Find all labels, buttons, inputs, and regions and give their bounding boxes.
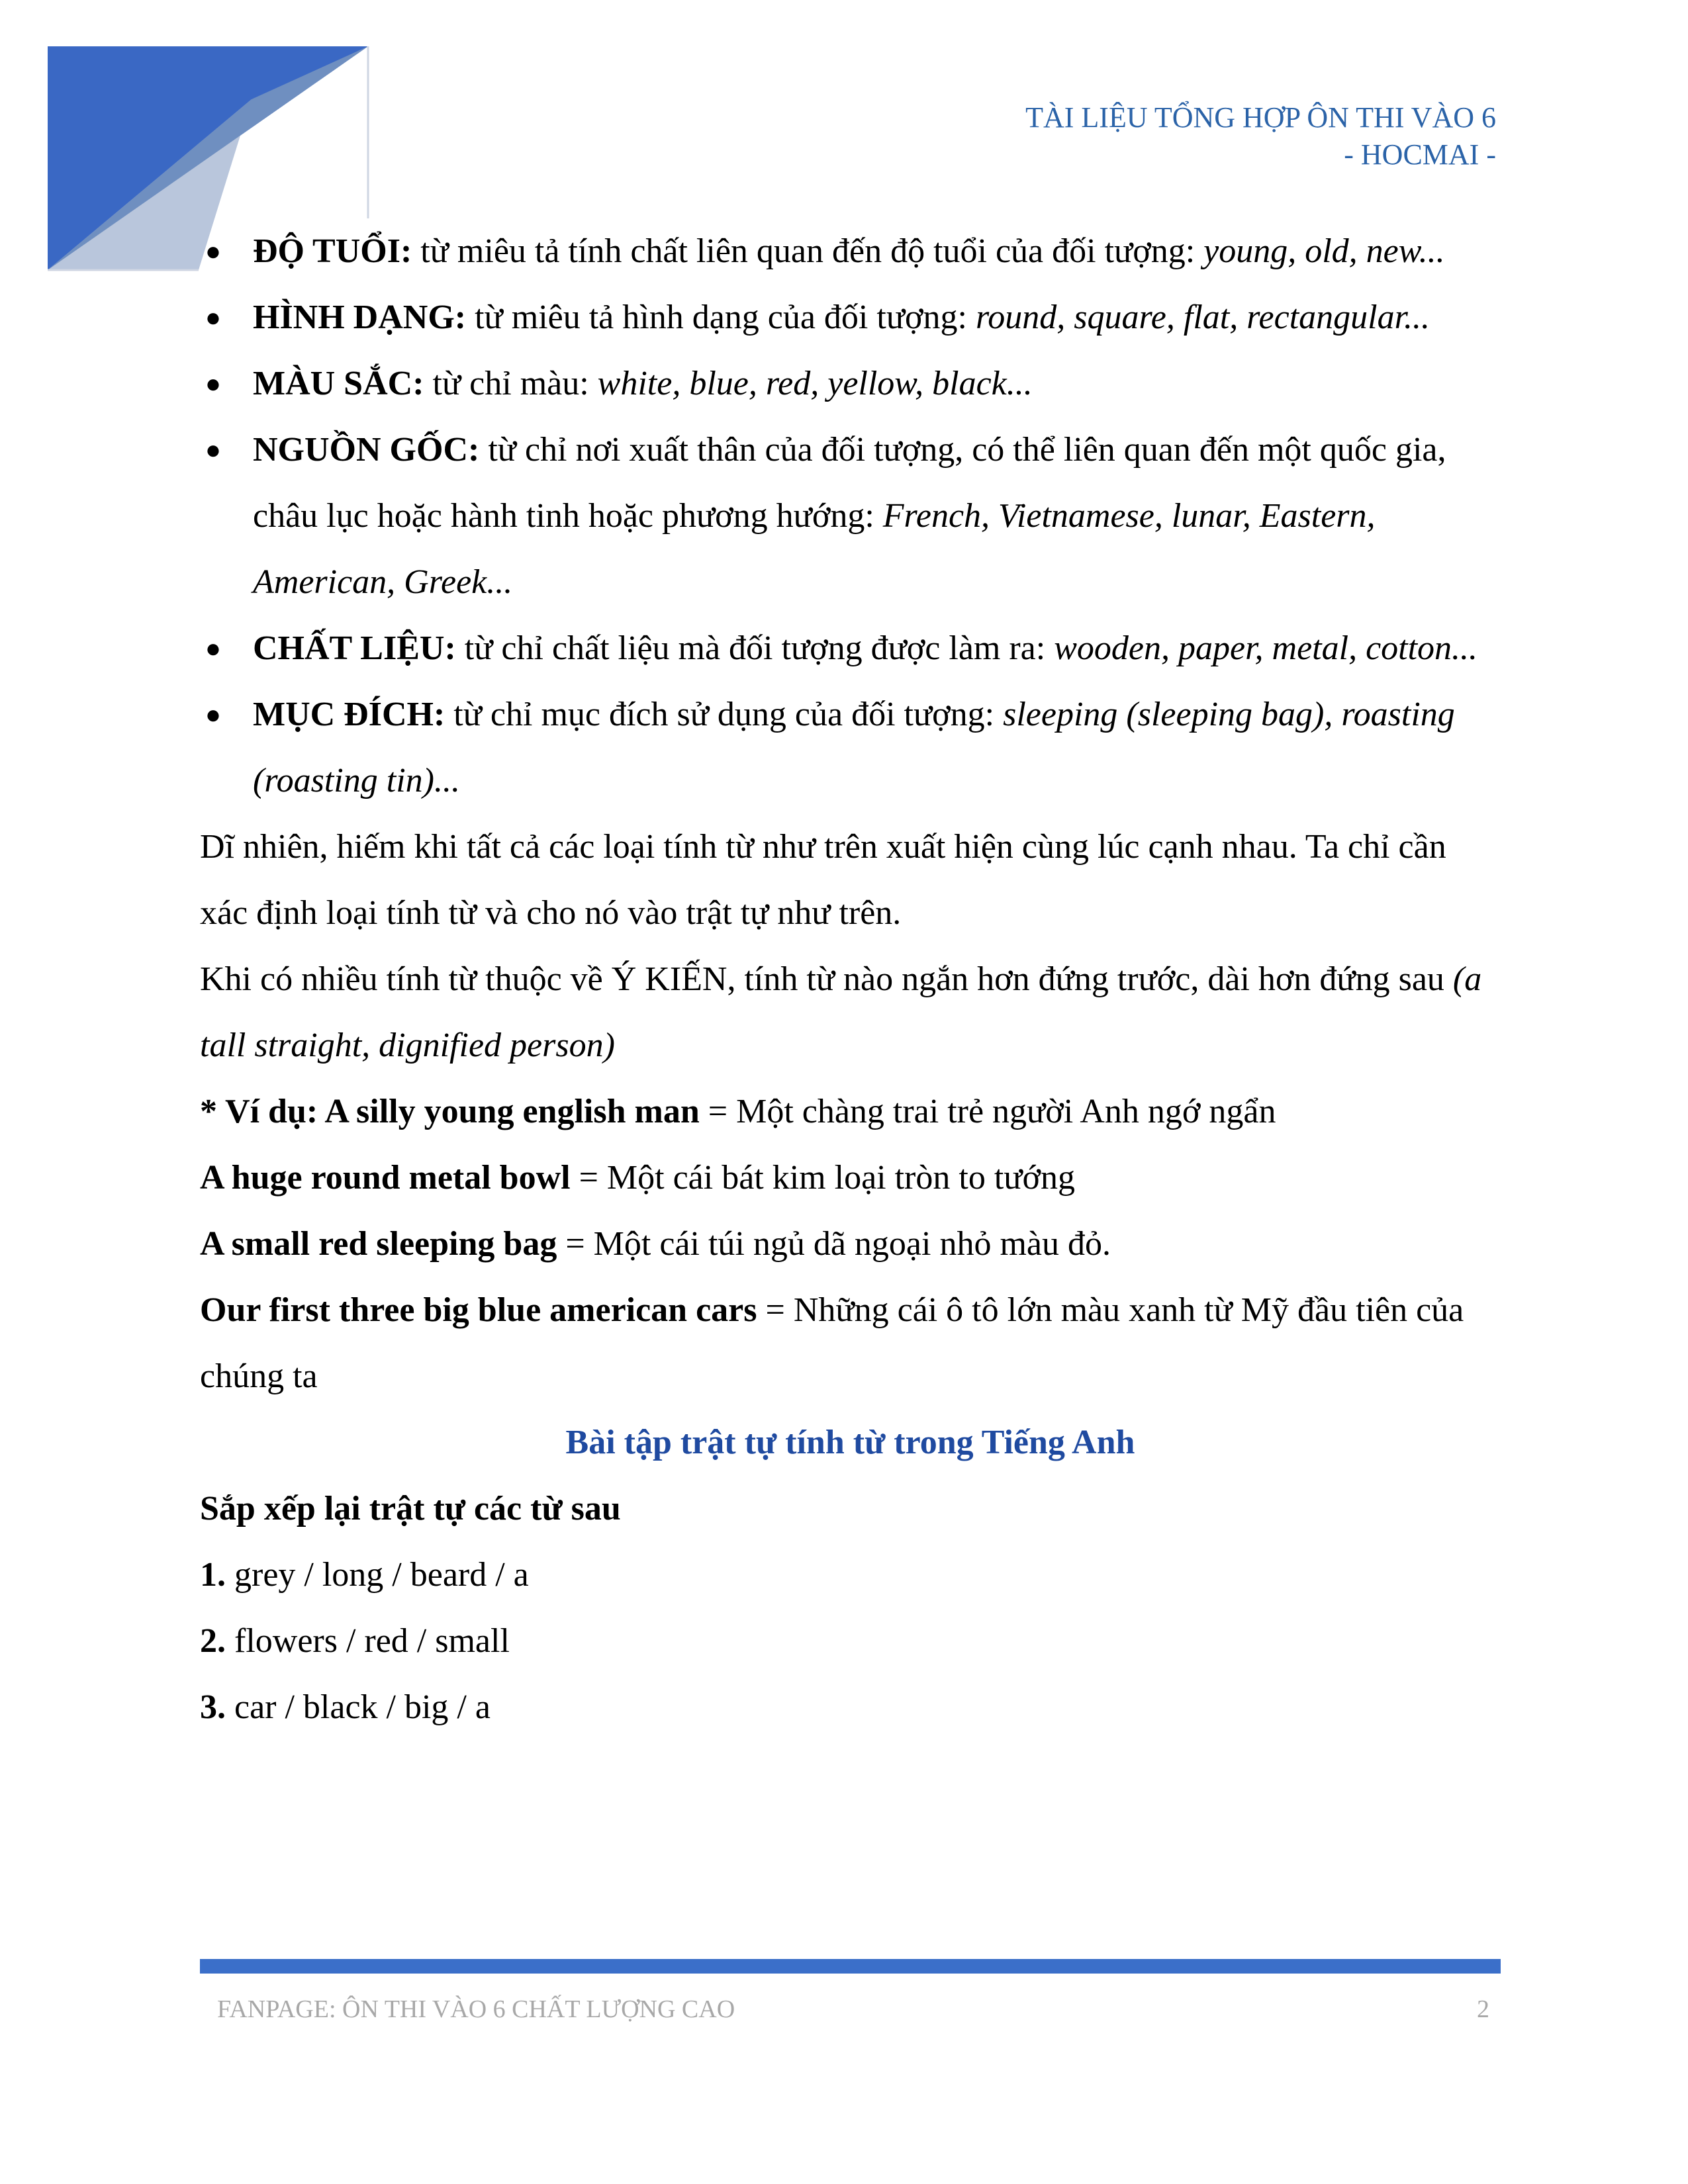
example-translation: = Một cái bát kim loại tròn to tướng	[570, 1159, 1075, 1197]
exercise-item	[200, 1542, 1501, 1608]
example-line	[200, 1145, 1501, 1211]
example-line	[200, 1211, 1501, 1277]
term: HÌNH DẠNG:	[253, 298, 467, 336]
examples: French, Vietnamese, lunar, Eastern, American, Greek...	[253, 497, 1376, 601]
page-header	[1025, 99, 1496, 173]
list-item	[200, 285, 1501, 351]
bullet-icon: ●	[205, 302, 222, 332]
exercise-item	[200, 1674, 1501, 1741]
exercise-number: 1.	[200, 1556, 226, 1594]
term: ĐỘ TUỔI:	[253, 232, 412, 270]
term: MÀU SẮC:	[253, 365, 424, 402]
paragraph-example: (a tall straight, dignified person)	[200, 960, 1482, 1064]
description: từ chỉ mục đích sử dụng của đối tượng:	[445, 696, 1004, 733]
list-item	[200, 218, 1501, 285]
example-english: A huge round metal bowl	[200, 1159, 571, 1197]
adjective-type-list	[200, 218, 1501, 814]
example-translation: = Một cái túi ngủ dã ngoại nhỏ màu đỏ.	[557, 1225, 1111, 1263]
exercise-text: car / black / big / a	[226, 1688, 491, 1726]
exercise-text: flowers / red / small	[226, 1622, 510, 1660]
paragraph-opinion-rule	[200, 946, 1501, 1079]
bullet-icon: ●	[205, 700, 222, 729]
list-item	[200, 682, 1501, 814]
examples: white, blue, red, yellow, black...	[597, 365, 1033, 402]
exercise-item	[200, 1608, 1501, 1674]
description: từ chỉ màu:	[424, 365, 598, 402]
paragraph-note: Dĩ nhiên, hiếm khi tất cả các loại tính từ như trên xuất hiện cùng lúc cạnh nhau. Ta chỉ cần xác định loại tính từ và cho nó vào trật tự như trên.	[200, 828, 1446, 932]
example-translation: = Những cái ô tô lớn màu xanh từ Mỹ đầu tiên của chúng ta	[200, 1291, 1464, 1395]
page-number: 2	[1477, 1995, 1489, 2023]
example-line	[200, 1277, 1501, 1410]
examples: sleeping (sleeping bag), roasting (roasting tin)...	[253, 696, 1455, 799]
description: từ chỉ chất liệu mà đối tượng được làm ra:	[455, 629, 1055, 667]
bullet-icon: ●	[205, 633, 222, 663]
description: từ chỉ nơi xuất thân của đối tượng, có thể liên quan đến một quốc gia, châu lục hoặc hành tinh hoặc phương hướng:	[253, 431, 1446, 535]
list-item	[200, 351, 1501, 417]
description: từ miêu tả tính chất liên quan đến độ tuổi của đối tượng:	[412, 232, 1204, 270]
examples: round, square, flat, rectangular...	[975, 298, 1430, 336]
exercise-instruction: Sắp xếp lại trật tự các từ sau	[200, 1490, 621, 1527]
paragraph-text: Khi có nhiều tính từ thuộc về Ý KIẾN, tính từ nào ngắn hơn đứng trước, dài hơn đứng sau	[200, 960, 1453, 998]
exercise-number: 3.	[200, 1688, 226, 1726]
section-title: Bài tập trật tự tính từ trong Tiếng Anh	[565, 1424, 1135, 1461]
exercise-number: 2.	[200, 1622, 226, 1660]
term: CHẤT LIỆU:	[253, 629, 456, 667]
examples: young, old, new...	[1203, 232, 1445, 270]
footer-fanpage: FANPAGE: ÔN THI VÀO 6 CHẤT LƯỢNG CAO	[217, 1995, 735, 2023]
example-english: Our first three big blue american cars	[200, 1291, 757, 1329]
header-title: TÀI LIỆU TỔNG HỢP ÔN THI VÀO 6	[1025, 101, 1496, 134]
exercise-text: grey / long / beard / a	[226, 1556, 529, 1594]
example-english: A small red sleeping bag	[200, 1225, 557, 1263]
example-translation: = Một chàng trai trẻ người Anh ngớ ngẩn	[699, 1093, 1276, 1130]
bullet-icon: ●	[205, 435, 222, 465]
examples: wooden, paper, metal, cotton...	[1054, 629, 1478, 667]
list-item	[200, 417, 1501, 615]
bullet-icon: ●	[205, 369, 222, 398]
term: NGUỒN GỐC:	[253, 431, 480, 469]
list-item	[200, 615, 1501, 682]
bullet-icon: ●	[205, 236, 222, 266]
example-line	[200, 1079, 1501, 1145]
example-english: * Ví dụ: A silly young english man	[200, 1093, 700, 1130]
header-subtitle: - HOCMAI -	[1344, 138, 1496, 171]
document-body	[200, 218, 1501, 1741]
description: từ miêu tả hình dạng của đối tượng:	[466, 298, 976, 336]
term: MỤC ĐÍCH:	[253, 696, 445, 733]
footer-divider	[200, 1959, 1501, 1974]
